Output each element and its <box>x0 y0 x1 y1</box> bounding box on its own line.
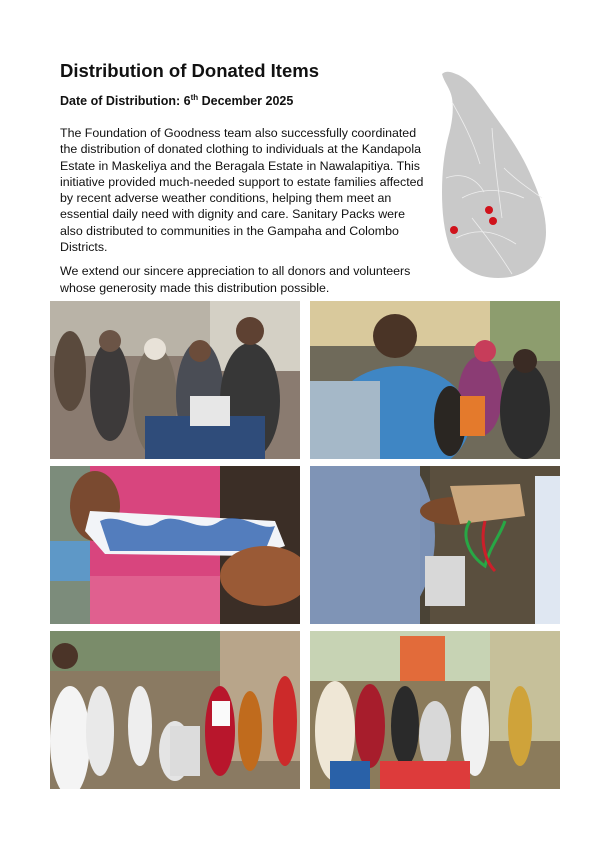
location-marker-maskeliya <box>485 206 493 214</box>
paragraph-intro: The Foundation of Goodness team also successfully coordinated the distribution of donated clothing to individuals at the Kandapola Estate in Maskeliya and the Beragala Estate in Nawalapitiya. This initiative provided much-needed support to estate families affected by recent adverse weather conditions, helping them meet an essential daily need with dignity and care. Sanitary Packs were also distributed to communities in the Gampaha and Colombo Districts. <box>60 126 424 255</box>
photo-sanitary-pack-handover <box>50 466 300 624</box>
photo-clothing-distribution-crowd <box>50 301 300 459</box>
location-marker-nawalapitiya <box>489 217 497 225</box>
location-marker-colombo <box>450 226 458 234</box>
page-title: Distribution of Donated Items <box>60 60 319 81</box>
photo-volunteer-with-children <box>310 301 560 459</box>
paragraph-thanks: We extend our sincere appreciation to all donors and volunteers whose generosity made this distribution possible. <box>60 264 411 295</box>
photo-community-collection <box>310 631 560 789</box>
distribution-date: Date of Distribution: 6th December 2025 <box>60 93 294 109</box>
body-text <box>60 125 425 304</box>
sri-lanka-map-icon <box>432 68 560 282</box>
photo-volunteers-with-sacks <box>50 631 300 789</box>
photo-gift-pack-ribbon <box>310 466 560 624</box>
